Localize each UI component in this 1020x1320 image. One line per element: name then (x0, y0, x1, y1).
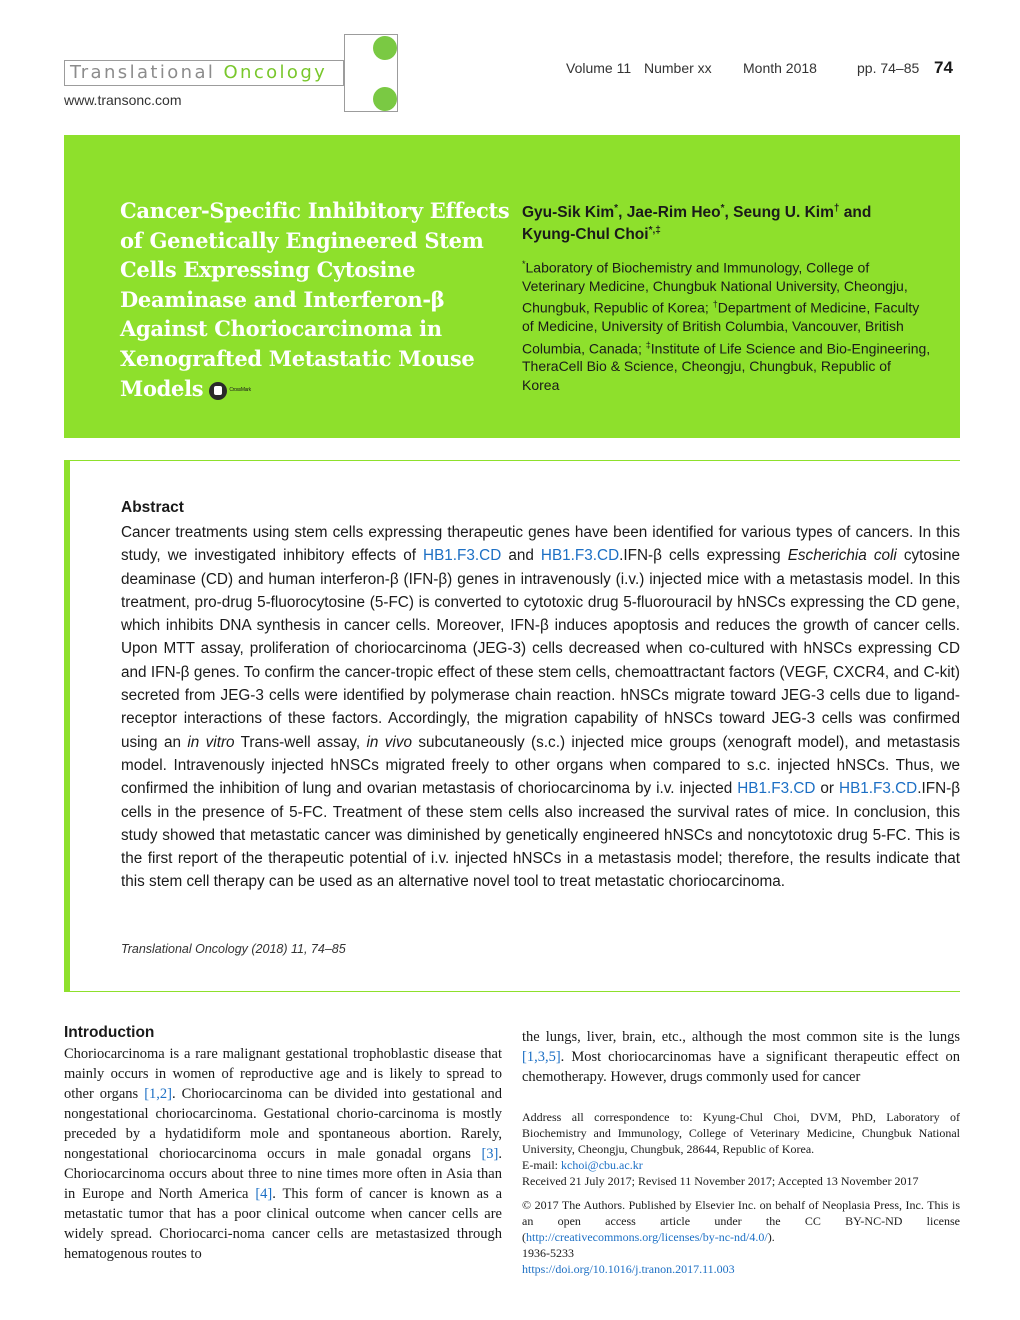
text-run: . Most choriocarcinomas have a significant therapeutic effect on chemotherapy. However, drugs commonly used for cancer (522, 1049, 960, 1085)
journal-name-part2: Oncology (223, 62, 328, 83)
author-separator: and (839, 204, 872, 222)
abstract-bottom-rule (64, 991, 960, 992)
author-list (522, 200, 942, 244)
correspondence-address: Address all correspondence to: Kyung-Chul Choi, DVM, PhD, Laboratory of Biochemistry and Immunology, College of Veterinary Medicine, Chungbuk National University, Cheongju, Chungbuk, 28644, Republic of Korea. (522, 1110, 960, 1156)
page-range-label: pp. 74–85 (857, 60, 920, 76)
license-link[interactable]: http://creativecommons.org/licenses/by-nc-nd/4.0/ (526, 1230, 768, 1244)
affiliations (522, 255, 932, 394)
author-name: Seung U. Kim (733, 204, 834, 222)
journal-website-link[interactable]: www.transonc.com (64, 92, 182, 108)
reference-link[interactable]: [3] (481, 1146, 499, 1162)
text-run: . Choriocarcinoma can be divided into gestational and nongestational choriocarcinoma. Gestational chorio-carcinoma is mostly preceded by a hydatidiform mole and spontaneous abortion. Rarely, nongestational choriocarcinoma occurs in male gonadal organs (64, 1086, 502, 1162)
affiliation-marker: ‡ (645, 339, 651, 350)
text-run: Trans-well assay, (234, 733, 367, 751)
license-pre: © 2017 The Authors. Published by Elsevier Inc. on behalf of Neoplasia Press, Inc. This is an open access article under the CC BY-NC-ND license ( (522, 1198, 960, 1244)
reference-link[interactable]: [4] (255, 1186, 273, 1202)
author-affiliation-marker: * (614, 203, 619, 214)
text-run: cytosine deaminase (CD) and human interferon-β (IFN-β) genes in intravenously (i.v.) injected mice with a metastasis model. In this treatment, pro-drug 5-fluorocytosine (5-FC) is converted to cytotoxic drug 5-fluorouracil by hNSCs expressing the CD gene, which inhibits DNA synthesis in cancer cells. Moreover, IFN-β induces apoptosis and reduces the growth of cancer cells. Upon MTT assay, proliferation of choriocarcinoma (JEG-3) cells decreased when co-cultured with hNSCs expressing CD and IFN-β genes. To confirm the cancer-tropic effect of these stem cells, chemoattractant factors (VEGF, CXCR4, and C-kit) secreted from JEG-3 cells were identified by polymerase chain reaction. hNSCs migrate toward JEG-3 cells due to ligand-receptor interactions of these factors. Accordingly, the migration capability of hNSCs toward JEG-3 cells was confirmed using an (121, 547, 960, 751)
author-separator: , (724, 204, 734, 222)
affiliation-text: Institute of Life Science and Bio-Engineering, TheraCell Bio & Science, Cheongju, Chungbuk, Republic of Korea (522, 340, 931, 393)
affiliation-marker: * (522, 259, 526, 269)
text-run: or (815, 780, 840, 798)
affiliation-text: Department of Medicine, Faculty of Medicine, University of British Columbia, Vancouver, British Columbia, Canada; (522, 299, 920, 357)
reference-link[interactable]: HB1.F3.CD (423, 547, 502, 565)
text-run: .IFN-β cells in the presence of 5-FC. Treatment of these stem cells also increased the survival rates of mice. In conclusion, this study showed that metastatic cancer was diminished by genetically engineered hNSCs and noncytotoxic drug 5-FC. This is the first report of the therapeutic potential of i.v. injected hNSCs in a metastasis model; therefore, the results indicate that this stem cell therapy can be used as an alternative novel tool to treat metastatic choriocarcinoma. (121, 780, 961, 891)
issn: 1936-5233 (522, 1246, 574, 1260)
italic-text: Escherichia coli (787, 547, 897, 565)
author-affiliation-marker: *,‡ (648, 225, 661, 237)
crossmark-label: CrossMark (229, 387, 251, 394)
text-run: .IFN-β cells expressing (619, 547, 788, 565)
author-name: Gyu-Sik Kim (522, 204, 615, 222)
reference-link[interactable]: HB1.F3.CD (737, 780, 816, 798)
logo-dot-icon (373, 87, 397, 111)
introduction-left-column (64, 1044, 502, 1264)
author-separator: , (618, 204, 627, 222)
abstract-side-bar (64, 460, 70, 992)
text-run: the lungs, liver, brain, etc., although the most common site is the lungs (522, 1029, 960, 1045)
license-statement (522, 1197, 960, 1245)
abstract-top-rule (64, 460, 960, 461)
doi-link[interactable]: https://doi.org/10.1016/j.tranon.2017.11.003 (522, 1262, 735, 1276)
crossmark-icon (209, 382, 227, 400)
text-run: Choriocarcinoma is a rare malignant gestational trophoblastic disease that mainly occurs in women of reproductive age and is likely to spread to other organs (64, 1046, 502, 1102)
issue-number-label: Number xx (644, 60, 712, 76)
text-run: . Choriocarcinoma occurs about three to nine times more often in Asia than in Europe and North America (64, 1146, 502, 1202)
italic-text: in vivo (366, 733, 412, 751)
introduction-right-column (522, 1027, 960, 1087)
affiliation-marker: † (712, 299, 718, 310)
article-title-text: Cancer-Specific Inhibitory Effects of Genetically Engineered Stem Cells Expressing Cytosine Deaminase and Interferon-β Against Choriocarcinoma in Xenografted Metastatic Mouse Models (120, 198, 510, 401)
logo-dot-icon (373, 36, 397, 60)
text-run: and (501, 547, 541, 565)
license-post: ). (767, 1230, 775, 1244)
author-name: Kyung-Chul Choi (522, 226, 649, 244)
volume-label: Volume 11 (566, 60, 632, 76)
journal-name-part1: Translational (70, 62, 216, 83)
abstract-body (121, 521, 960, 894)
text-run: . This form of cancer is known as a metastatic tumor that has a poor clinical outcome when cancer cells are widely spread. Choriocarci-noma cancer cells are metastasized through hematogenous routes to (64, 1186, 503, 1262)
author-affiliation-marker: † (833, 203, 840, 214)
correspondence-email-line (522, 1157, 960, 1173)
crossmark-button[interactable] (209, 374, 250, 405)
affiliation-text: Laboratory of Biochemistry and Immunology, College of Veterinary Medicine, Chungbuk National University, Cheongju, Chungbuk, Republic of Korea; (522, 259, 908, 316)
reference-link[interactable]: HB1.F3.CD (540, 547, 620, 565)
journal-logo (70, 62, 327, 83)
journal-citation: Translational Oncology (2018) 11, 74–85 (121, 942, 346, 956)
italic-text: in vitro (187, 733, 235, 751)
author-name: Jae-Rim Heo (626, 204, 721, 222)
email-label: E-mail: (522, 1158, 561, 1172)
article-title (120, 196, 510, 406)
article-dates: Received 21 July 2017; Revised 11 November 2017; Accepted 13 November 2017 (522, 1174, 919, 1188)
reference-link[interactable]: [1,2] (144, 1086, 173, 1102)
issue-month-label: Month 2018 (743, 60, 817, 76)
reference-link[interactable]: [1,3,5] (522, 1049, 561, 1065)
author-affiliation-marker: * (720, 203, 725, 214)
text-run: subcutaneously (s.c.) injected mice groups (xenograft model), and metastasis model. Intravenously injected hNSCs migrated freely to other organs when compared to s.c. injected hNSCs. Thus, we confirmed the inhibition of lung and ovarian metastasis of choriocarcinoma by i.v. injected (121, 733, 961, 798)
reference-link[interactable]: HB1.F3.CD (839, 780, 918, 798)
text-run: Cancer treatments using stem cells expressing therapeutic genes have been identified for various types of cancers. In this study, we investigated inhibitory effects of (121, 524, 960, 565)
page-number: 74 (934, 58, 953, 77)
email-link[interactable]: kchoi@cbu.ac.kr (561, 1158, 643, 1172)
abstract-heading: Abstract (121, 499, 184, 516)
introduction-heading: Introduction (64, 1024, 155, 1041)
correspondence-block (522, 1109, 960, 1277)
